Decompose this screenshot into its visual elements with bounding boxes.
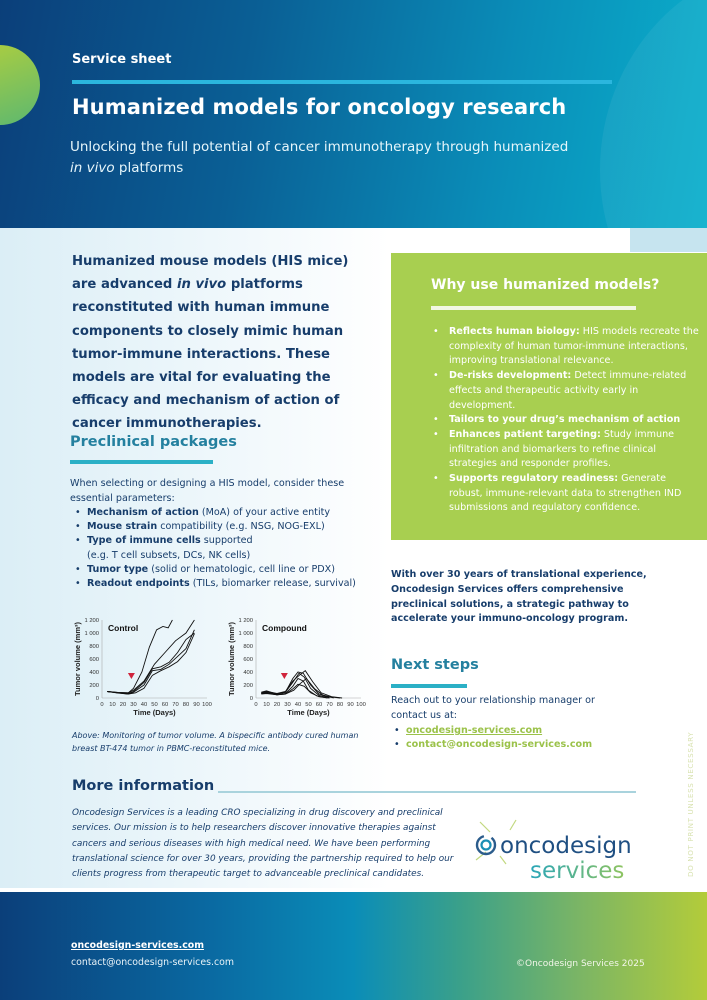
- item-text: Study immune infiltration and biomarkers to refine clinical strategies and responder profiles.: [449, 428, 675, 470]
- y-axis-label: Tumor volume (mm³): [227, 621, 236, 697]
- chart-title: Control: [108, 623, 139, 633]
- intro-text-1: Humanized mouse models (HIS mice) are advanced: [72, 254, 349, 293]
- chart-compound-svg: [216, 610, 366, 725]
- x-tick-label: 100: [202, 702, 212, 708]
- list-item: [72, 506, 372, 520]
- item-bold: Mouse strain: [87, 521, 158, 533]
- page-title: Humanized models for oncology research: [72, 95, 567, 119]
- item-text: supported: [200, 535, 253, 547]
- chart-compound: [216, 610, 366, 729]
- item-bold: Mechanism of action: [87, 507, 199, 518]
- intro-paragraph: [72, 250, 372, 436]
- page-subtitle: [70, 137, 630, 179]
- x-tick-label: 0: [100, 702, 104, 708]
- item-bold: Type of immune cells: [87, 535, 201, 547]
- logo-o-inner-icon: [482, 841, 491, 850]
- subtitle-line1: Unlocking the full potential of cancer immunotherapy through humanized: [70, 139, 569, 155]
- decorative-arc: [600, 0, 707, 228]
- why-divider: [431, 306, 636, 310]
- list-item: [431, 369, 699, 413]
- series-line: [107, 633, 194, 694]
- y-tick-label: 400: [243, 670, 253, 677]
- chart-caption: Above: Monitoring of tumor volume. A bispecific antibody cured human breast BT-474 tumor in PBMC-reconstituted mice.: [72, 731, 359, 753]
- footer: [0, 892, 707, 1000]
- x-tick-label: 0: [254, 702, 258, 708]
- next-steps-divider: [391, 684, 467, 688]
- logo-mark: [470, 818, 640, 884]
- treatment-marker-icon: [128, 673, 135, 679]
- chart-control: [62, 610, 212, 729]
- list-item: [431, 428, 699, 472]
- x-tick-label: 10: [263, 702, 270, 708]
- list-item: [431, 413, 699, 428]
- item-text: (MoA) of your active entity: [198, 507, 331, 518]
- x-tick-label: 60: [161, 702, 169, 708]
- x-tick-label: 30: [130, 702, 137, 708]
- item-bold: De-risks development:: [449, 370, 572, 382]
- chart-title: Compound: [262, 623, 307, 633]
- intro-italic: in vivo: [176, 277, 227, 293]
- item-text: (TILs, biomarker release, survival): [189, 578, 356, 590]
- website-link[interactable]: oncodesign-services.com: [406, 725, 543, 736]
- preclinical-divider: [70, 460, 213, 464]
- logo-text-services: services: [530, 858, 625, 884]
- intro-text-2: platforms reconstituted with human immune components to closely mimic human tumor-immune interactions. These models are vital for evaluating the efficacy and mechanism of action of cancer immunotherapies.: [72, 277, 344, 432]
- x-tick-label: 10: [109, 702, 116, 708]
- list-item: [431, 325, 699, 369]
- x-tick-label: 70: [326, 702, 333, 708]
- y-tick-label: 0: [249, 696, 253, 703]
- more-info-divider: [218, 791, 636, 793]
- preclinical-lead: When selecting or designing a HIS model, consider these essential parameters:: [70, 478, 345, 504]
- x-tick-label: 30: [284, 702, 291, 708]
- item-bold: Reflects human biology:: [449, 326, 580, 337]
- list-item: [431, 472, 699, 516]
- item-text: Detect immune-related effects and therapeutic activity early in development.: [449, 370, 687, 411]
- x-tick-label: 80: [182, 702, 190, 708]
- item-bold: Supports regulatory readiness:: [449, 473, 619, 485]
- y-tick-label: 0: [95, 696, 99, 703]
- x-tick-label: 50: [305, 702, 312, 708]
- item-bold: Enhances patient targeting:: [449, 428, 601, 440]
- item-text: compatibility (e.g. NSG, NOG-EXL): [157, 521, 325, 533]
- x-tick-label: 90: [193, 702, 200, 708]
- x-tick-label: 70: [172, 702, 179, 708]
- why-panel: [391, 253, 707, 540]
- series-line: [107, 630, 194, 694]
- y-tick-label: 600: [243, 657, 253, 664]
- print-notice: DO NOT PRINT UNLESS NECESSARY: [686, 731, 695, 877]
- y-tick-label: 800: [89, 644, 99, 651]
- more-info-heading: More information: [72, 778, 215, 794]
- treatment-marker-icon: [281, 673, 288, 679]
- subtitle-italic: in vivo: [70, 160, 115, 176]
- x-tick-label: 40: [294, 702, 302, 708]
- series-line: [261, 679, 333, 699]
- x-axis-label: Time (Days): [287, 708, 330, 717]
- list-item: [72, 563, 372, 577]
- next-steps-lead: Reach out to your relationship manager or contact us at:: [391, 695, 595, 721]
- eyebrow-label: Service sheet: [72, 52, 172, 67]
- y-tick-label: 1 200: [84, 618, 99, 625]
- item-text: Generate robust, immune-relevant data to strengthen IND submissions and regulatory confidence.: [449, 473, 682, 514]
- item-text: HIS models recreate the complexity of human tumor-immune interactions, improving translational relevance.: [449, 326, 699, 367]
- x-tick-label: 80: [336, 702, 344, 708]
- preclinical-heading: Preclinical packages: [70, 434, 237, 450]
- y-tick-label: 200: [89, 683, 99, 690]
- footer-website-link[interactable]: oncodesign-services.com: [71, 940, 204, 951]
- why-list: [431, 325, 699, 516]
- preclinical-list: [72, 506, 372, 591]
- email-link[interactable]: contact@oncodesign-services.com: [406, 739, 593, 751]
- list-item: [72, 534, 372, 562]
- logo-o-outer-icon: [477, 836, 495, 854]
- footer-email[interactable]: contact@oncodesign-services.com: [71, 957, 234, 968]
- y-axis-label: Tumor volume (mm³): [73, 621, 82, 697]
- y-tick-label: 1 200: [238, 618, 253, 625]
- x-tick-label: 20: [273, 702, 281, 708]
- item-bold: Tailors to your drug’s mechanism of action: [449, 414, 681, 426]
- y-tick-label: 400: [89, 670, 99, 677]
- oncodesign-logo: [470, 818, 640, 884]
- logo-text-oncodesign: oncodesign: [500, 833, 632, 859]
- decorative-wedge: [630, 228, 707, 252]
- header-divider: [72, 80, 612, 84]
- list-item: [72, 577, 372, 591]
- y-tick-label: 1 000: [238, 631, 253, 638]
- y-tick-label: 1 000: [84, 631, 99, 638]
- y-tick-label: 800: [243, 644, 253, 651]
- header-banner: [0, 0, 707, 228]
- why-heading: Why use humanized models?: [431, 277, 660, 293]
- x-tick-label: 20: [119, 702, 127, 708]
- list-item: [391, 724, 651, 738]
- y-tick-label: 200: [243, 683, 253, 690]
- item-subtext: (e.g. T cell subsets, DCs, NK cells): [87, 549, 251, 561]
- y-tick-label: 600: [89, 657, 99, 664]
- subtitle-rest: platforms: [114, 160, 184, 176]
- x-tick-label: 100: [356, 702, 366, 708]
- chart-control-svg: [62, 610, 212, 725]
- experience-statement: With over 30 years of translational experience, Oncodesign Services offers comprehensive preclinical solutions, a strategic pathway to accelerate your immuno-oncology program.: [391, 569, 647, 625]
- x-tick-label: 60: [315, 702, 323, 708]
- series-line: [261, 684, 329, 698]
- next-steps-heading: Next steps: [391, 657, 479, 673]
- x-tick-label: 50: [151, 702, 158, 708]
- x-tick-label: 40: [140, 702, 148, 708]
- list-item: [72, 520, 372, 534]
- footer-copyright: ©Oncodesign Services 2025: [516, 959, 645, 969]
- item-bold: Readout endpoints: [87, 578, 190, 590]
- item-bold: Tumor type: [87, 563, 149, 575]
- x-tick-label: 90: [347, 702, 354, 708]
- contact-list: [391, 724, 651, 752]
- item-text: (solid or hematologic, cell line or PDX): [148, 563, 335, 575]
- more-info-text: Oncodesign Services is a leading CRO specializing in drug discovery and preclinical services. Our mission is to help researchers discover innovative therapies against cancers and serious diseases with high medical need. We have been performing translational science for over 30 years, providing the partnership required to help our clients progress from therapeutic target to advanceable preclinical candidates.: [72, 808, 454, 880]
- x-axis-label: Time (Days): [133, 708, 176, 717]
- list-item: [391, 738, 651, 752]
